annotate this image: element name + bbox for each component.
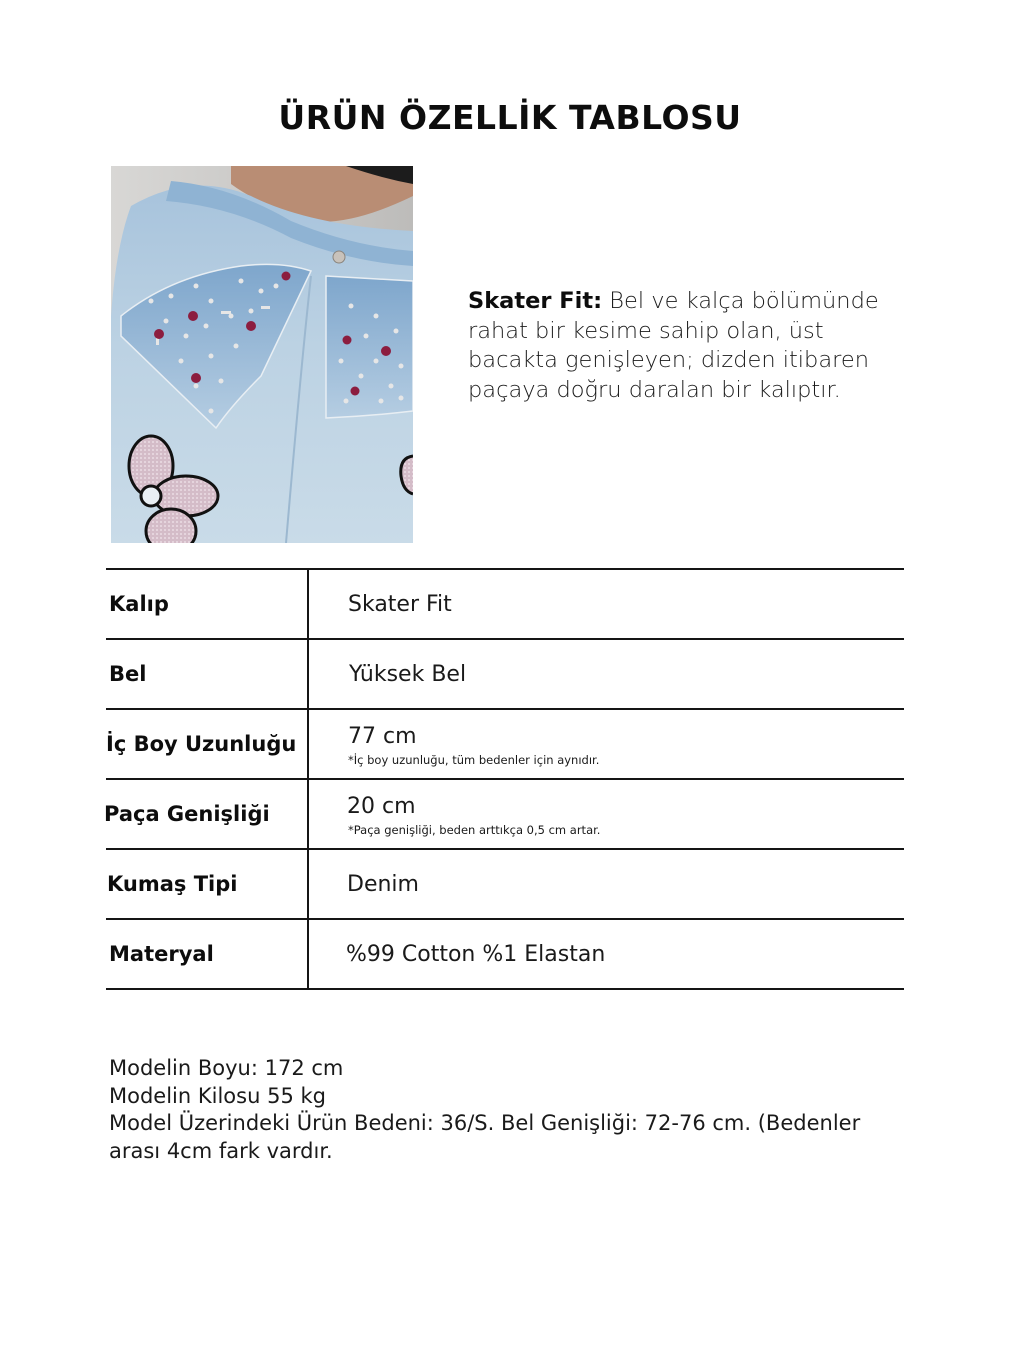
page-title: ÜRÜN ÖZELLİK TABLOSU: [278, 98, 742, 137]
table-row-kumas: [106, 850, 904, 920]
row-value: Skater Fit: [348, 592, 452, 617]
fit-description-line-3: bacakta genişleyen; dizden itibaren: [468, 347, 869, 373]
table-row-materyal: [106, 920, 904, 990]
model-size-note: arası 4cm fark vardır.: [109, 1138, 333, 1163]
row-label: Kalıp: [109, 592, 169, 616]
table-row-paca: [106, 780, 904, 850]
row-value: %99 Cotton %1 Elastan: [346, 942, 606, 967]
fit-description-line-1: Bel ve kalça bölümünde: [602, 288, 879, 314]
row-label: Paça Genişliği: [104, 802, 270, 826]
model-size: Model Üzerindeki Ürün Bedeni: 36/S. Bel Genişliği: 72-76 cm. (Bedenler: [109, 1111, 861, 1135]
fit-description-label: Skater Fit:: [468, 288, 603, 314]
row-value: 20 cm: [347, 794, 416, 819]
model-height: Modelin Boyu: 172 cm: [109, 1056, 344, 1080]
row-value: Denim: [347, 872, 419, 897]
row-label: Bel: [109, 662, 147, 686]
table-row-bel: [106, 640, 904, 710]
model-weight: Modelin Kilosu 55 kg: [109, 1083, 326, 1108]
row-label: İç Boy Uzunluğu: [106, 732, 297, 756]
fit-description: [468, 287, 908, 405]
table-row-ic-boy: [106, 710, 904, 780]
row-note: *İç boy uzunluğu, tüm bedenler için aynıdır.: [348, 753, 600, 767]
table-row-kalip: [106, 570, 904, 640]
row-label: Materyal: [109, 942, 214, 966]
product-image: [111, 166, 413, 543]
fit-description-line-2: rahat bir kesime sahip olan, üst: [468, 317, 824, 344]
row-note: *Paça genişliği, beden arttıkça 0,5 cm artar.: [348, 823, 601, 837]
row-label: Kumaş Tipi: [107, 872, 238, 896]
row-value: 77 cm: [348, 724, 417, 749]
row-value: Yüksek Bel: [349, 662, 467, 687]
fit-description-line-4: paçaya doğru daralan bir kalıptır.: [468, 376, 841, 403]
model-info: [109, 1055, 909, 1165]
